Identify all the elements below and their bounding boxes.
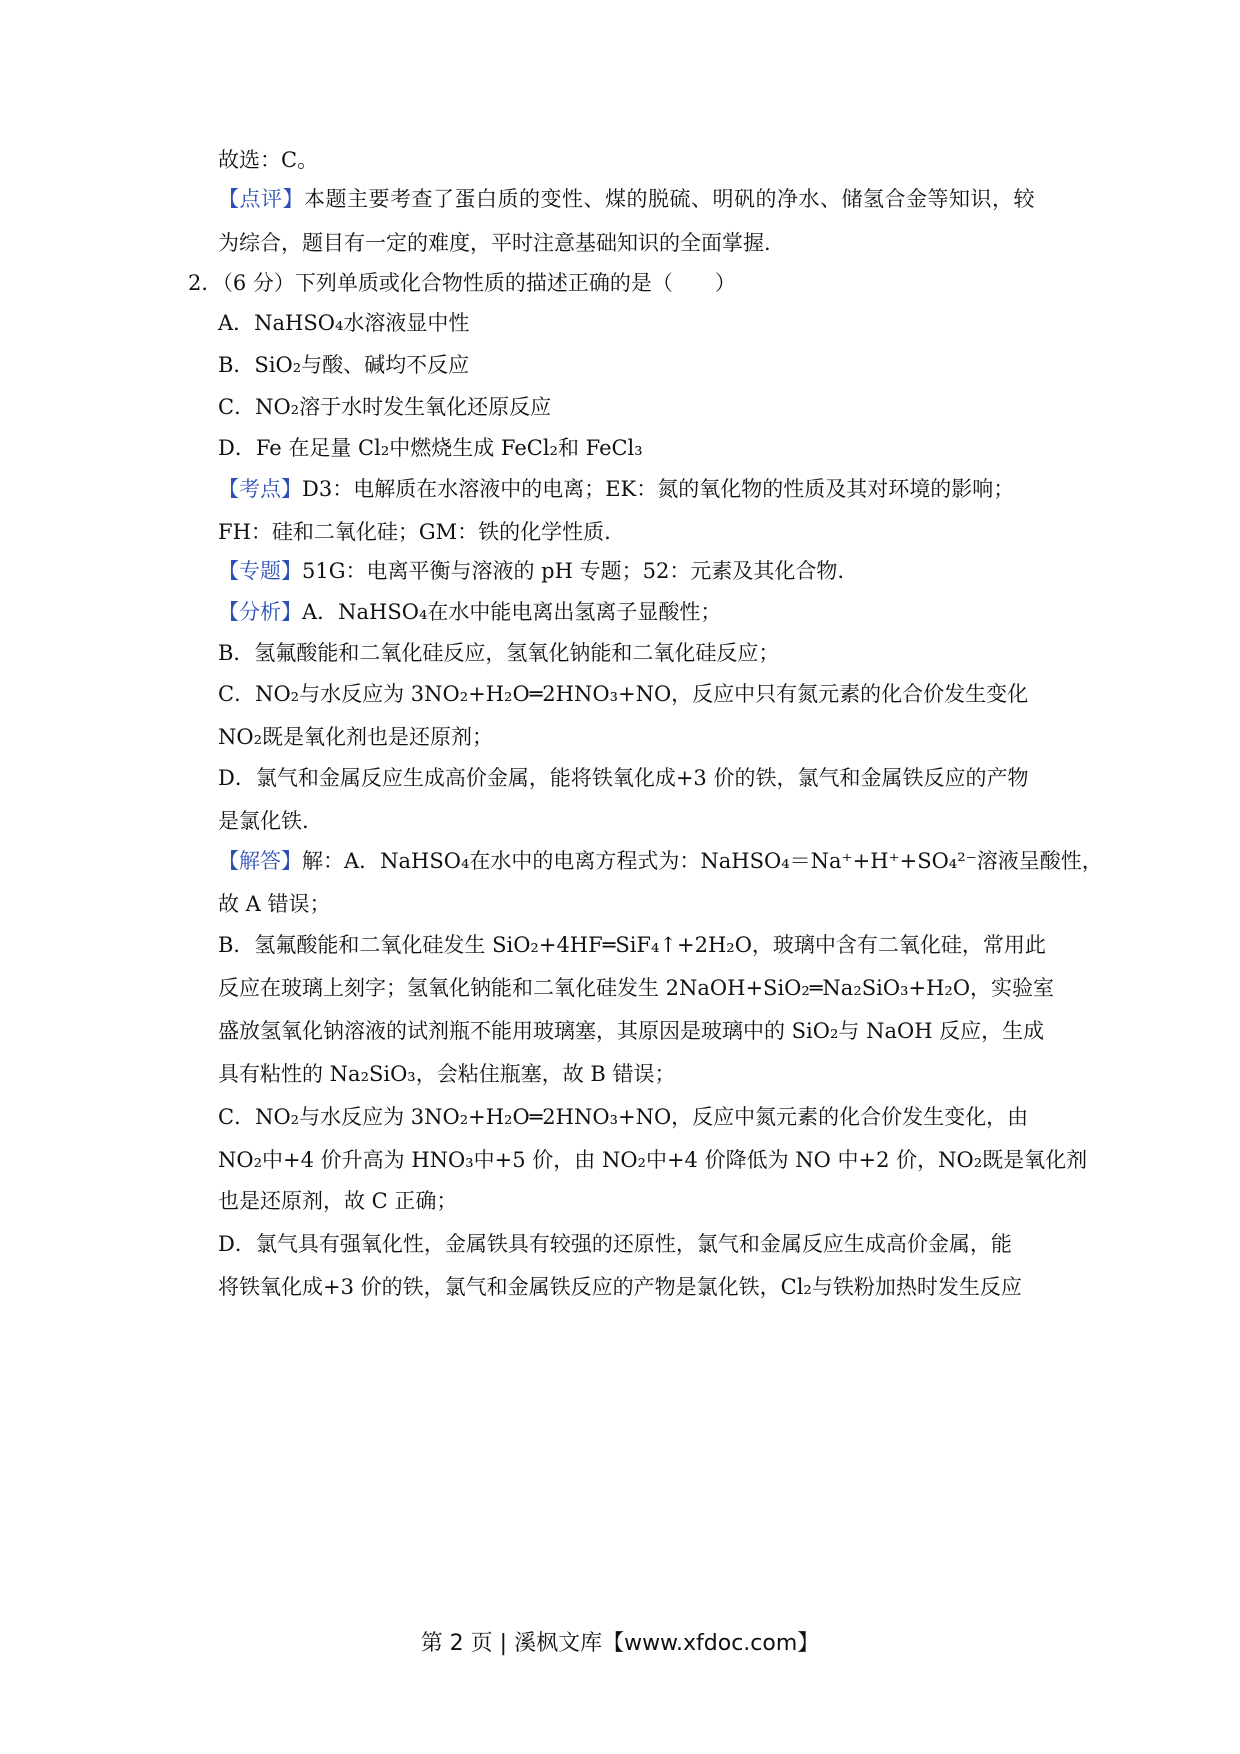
jieda-line-c3: 也是还原剂，故 C 正确； [218,1189,458,1213]
jieda-line-d1: D．氯气具有强氧化性，金属铁具有较强的还原性，氯气和金属反应生成高价金属，能 [218,1232,1012,1256]
jieda-line-c2: NO₂中+4 价升高为 HNO₃中+5 价，由 NO₂中+4 价降低为 NO 中+2 价，NO₂既是氧化剂 [218,1148,1088,1172]
page-footer: 第 2 页 | 溪枫文库【www.xfdoc.com】 [420,1631,820,1656]
q2-option-c: C．NO₂溶于水时发生氧化还原反应 [218,395,552,419]
kaodian-line-2: FH：硅和二氧化硅；GM：铁的化学性质. [218,520,611,544]
jieda-line-a1: 【解答】解：A．NaHSO₄在水中的电离方程式为：NaHSO₄＝Na⁺+H⁺+SO₄²⁻溶液呈酸性， [218,849,1103,873]
jieda-line-a2: 故 A 错误； [218,892,331,916]
q2-option-b: B．SiO₂与酸、碱均不反应 [218,353,470,377]
kaodian-line-1: 【考点】D3：电解质在水溶液中的电离；EK：氮的氧化物的性质及其对环境的影响； [218,477,1015,501]
q1-review-line-2: 为综合，题目有一定的难度，平时注意基础知识的全面掌握. [218,231,771,255]
jieda-tag: 【解答】 [218,849,302,873]
jieda-line-b4: 具有粘性的 Na₂SiO₃，会粘住瓶塞，故 B 错误； [218,1062,676,1086]
q1-answer: 故选：C。 [218,148,319,172]
fenxi-line-b: B．氢氟酸能和二氧化硅反应，氢氧化钠能和二氧化硅反应； [218,641,780,665]
zhuanti-tag: 【专题】 [218,559,302,583]
kaodian-tag: 【考点】 [218,477,302,501]
fenxi-line-c1: C．NO₂与水反应为 3NO₂+H₂O═2HNO₃+NO，反应中只有氮元素的化合价发生变化 [218,682,1029,706]
zhuanti-line: 【专题】51G：电离平衡与溶液的 pH 专题；52：元素及其化合物. [218,559,844,583]
review-tag: 【点评】 [218,187,304,211]
fenxi-line-a: 【分析】A．NaHSO₄在水中能电离出氢离子显酸性； [218,600,722,624]
fenxi-line-d1: D．氯气和金属反应生成高价金属，能将铁氧化成+3 价的铁，氯气和金属铁反应的产物 [218,766,1029,790]
jieda-line-d2: 将铁氧化成+3 价的铁，氯气和金属铁反应的产物是氯化铁，Cl₂与铁粉加热时发生反应 [218,1275,1022,1299]
q2-option-a: A．NaHSO₄水溶液显中性 [218,311,470,335]
q2-stem: 2．（6 分）下列单质或化合物性质的描述正确的是（ ） [188,271,736,295]
fenxi-line-c2: NO₂既是氧化剂也是还原剂； [218,725,494,749]
q2-option-d: D．Fe 在足量 Cl₂中燃烧生成 FeCl₂和 FeCl₃ [218,436,643,460]
q1-review-line-1: 【点评】本题主要考查了蛋白质的变性、煤的脱硫、明矾的净水、储氢合金等知识，较 [218,187,1035,211]
fenxi-tag: 【分析】 [218,600,302,624]
jieda-line-b1: B．氢氟酸能和二氧化硅发生 SiO₂+4HF═SiF₄↑+2H₂O，玻璃中含有二氧化硅，常用此 [218,933,1046,957]
jieda-line-c1: C．NO₂与水反应为 3NO₂+H₂O═2HNO₃+NO，反应中氮元素的化合价发生变化，由 [218,1105,1029,1129]
fenxi-line-d2: 是氯化铁. [218,809,309,833]
jieda-line-b2: 反应在玻璃上刻字；氢氧化钠能和二氧化硅发生 2NaOH+SiO₂═Na₂SiO₃+H₂O，实验室 [218,976,1055,1000]
jieda-line-b3: 盛放氢氧化钠溶液的试剂瓶不能用玻璃塞，其原因是玻璃中的 SiO₂与 NaOH 反应，生成 [218,1019,1045,1043]
